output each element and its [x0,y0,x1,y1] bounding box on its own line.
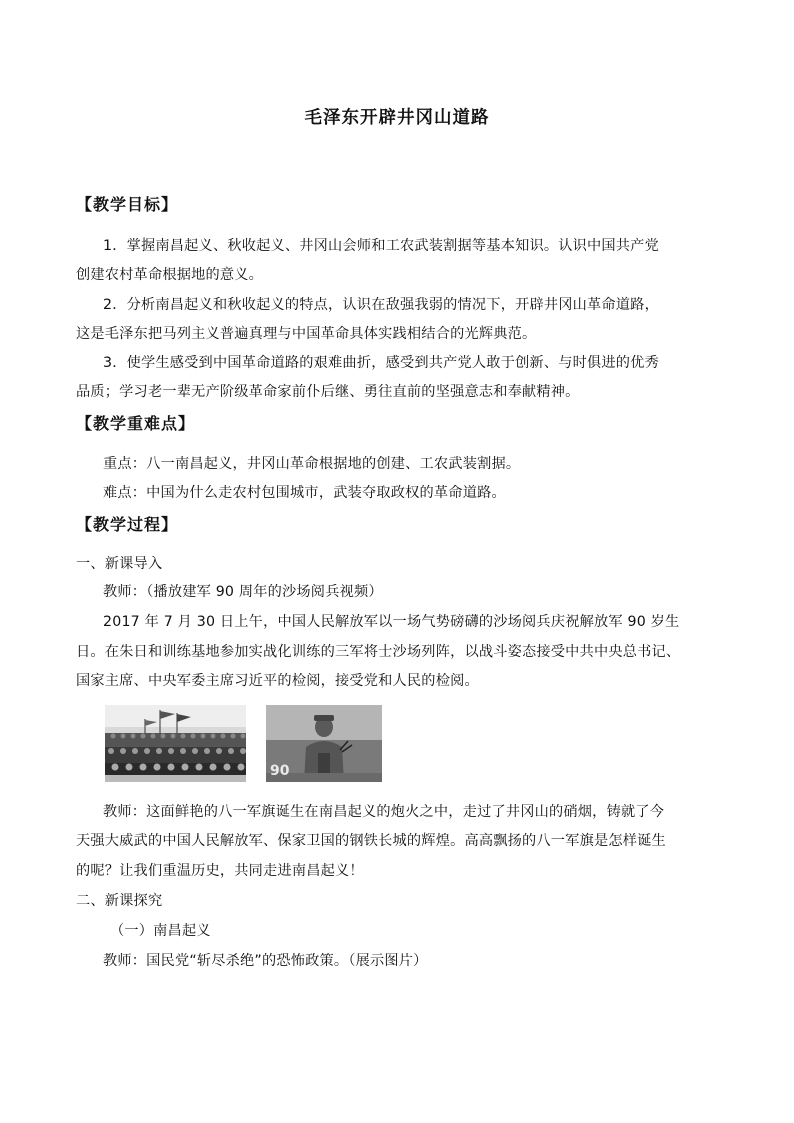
part1-label: 一、新课导入 [76,556,163,572]
objective-line: 创建农村革命根据地的意义。 [76,267,264,283]
process-heading: 【教学过程】 [76,515,179,534]
subsection-label: （一）南昌起义 [110,923,211,939]
paragraph-line: 天强大威武的中国人民解放军、保家卫国的钢铁长城的辉煌。高高飘扬的八一军旗是怎样诞生 [76,833,666,849]
objective-line: 2．分析南昌起义和秋收起义的特点，认识在敌强我弱的情况下，开辟井冈山革命道路， [103,297,659,313]
keypoints-heading: 【教学重难点】 [76,414,196,433]
photo-90-overlay: 90 [270,763,290,779]
paragraph-line: 的呢？让我们重温历史，共同走进南昌起义！ [76,863,364,879]
paragraph-line: 日。在朱日和训练基地参加实战化训练的三军将士沙场列阵，以战斗姿态接受中共中央总书记、 [76,644,681,660]
objective-line: 这是毛泽东把马列主义普遍真理与中国革命具体实践相结合的光辉典范。 [76,326,537,342]
teacher-line-2: 教师：国民党“斩尽杀绝”的恐怖政策。（展示图片） [103,953,428,969]
objective-line: 品质；学习老一辈无产阶级革命家前仆后继、勇往直前的坚强意志和奉献精神。 [76,384,580,400]
part2-label: 二、新课探究 [76,893,163,909]
difficult-point-text: 难点：中国为什么走农村包围城市，武装夺取政权的革命道路。 [103,485,506,501]
objectives-heading: 【教学目标】 [76,195,179,214]
parade-photo [105,705,246,782]
paragraph-line: 2017 年 7 月 30 日上午，中国人民解放军以一场气势磅礴的沙场阅兵庆祝解放军 90 岁生 [103,614,680,630]
objective-line: 1．掌握南昌起义、秋收起义、井冈山会师和工农武装割据等基本知识。认识中国共产党 [103,238,659,254]
key-point-text: 重点：八一南昌起义，井冈山革命根据地的创建、工农武装割据。 [103,456,521,472]
document-title: 毛泽东开辟井冈山道路 [304,108,490,128]
objective-line: 3．使学生感受到中国革命道路的艰难曲折，感受到共产党人敢于创新、与时俱进的优秀 [103,355,659,371]
paragraph-line: 教师：这面鲜艳的八一军旗诞生在南昌起义的炮火之中，走过了井冈山的硝烟，铸就了今 [103,804,665,820]
review-photo [266,705,382,782]
teacher-line-1: 教师：（播放建军 90 周年的沙场阅兵视频） [103,584,383,600]
paragraph-line: 国家主席、中央军委主席习近平的检阅，接受党和人民的检阅。 [76,673,479,689]
